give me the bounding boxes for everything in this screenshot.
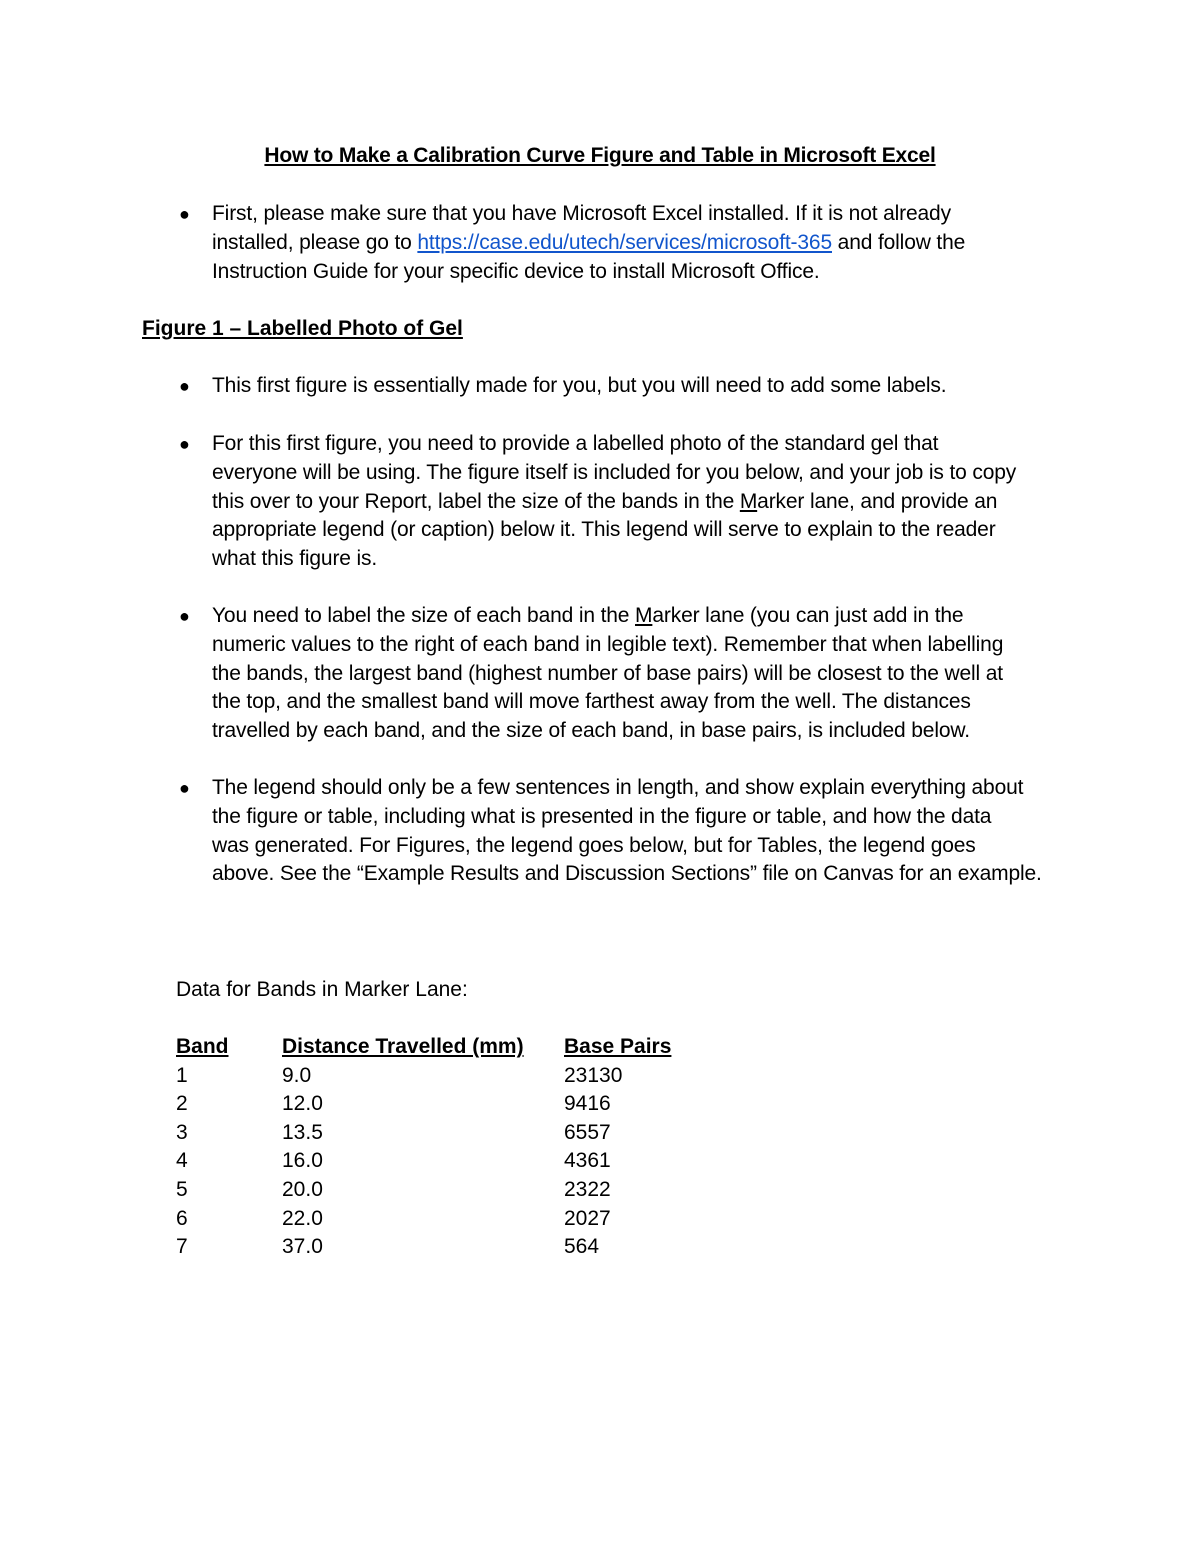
distance-cell: 22.0: [282, 1206, 323, 1230]
bullet-legend: [179, 774, 1092, 889]
base-pairs-cell: 2027: [564, 1206, 611, 1230]
bullet-2-line-3: [212, 488, 1092, 517]
table-header-row: [176, 1033, 684, 1062]
distance-cell: 9.0: [282, 1063, 312, 1087]
figure-1-heading: Figure 1 – Labelled Photo of Gel: [142, 317, 463, 340]
band-cell: 2: [176, 1092, 188, 1116]
bullet-2-line-2: everyone will be using. The figure itself is included for you below, and your job is to copy: [212, 460, 1017, 484]
bullet-3-line-5: travelled by each band, and the size of each band, in base pairs, is included below.: [212, 719, 970, 743]
band-cell: 5: [176, 1177, 188, 1201]
band-cell: 3: [176, 1120, 188, 1144]
table-row: [176, 1147, 684, 1176]
bullet-first-figure: [179, 372, 1092, 401]
intro-line-2: [212, 229, 1092, 258]
bullet-2-line-5: what this figure is.: [212, 547, 378, 571]
bullet-icon: ●: [179, 204, 190, 224]
bullet-3-line-1-text: You need to label the size of each band in the: [212, 604, 636, 627]
table-row: [176, 1090, 684, 1119]
bullet-4-line-1: The legend should only be a few sentences in length, and show explain everything about: [212, 776, 1024, 799]
table-row: [176, 1176, 684, 1205]
bullet-3-line-3: the bands, the largest band (highest number of base pairs) will be closest to the well at: [212, 661, 1003, 685]
table-row: [176, 1233, 684, 1262]
distance-cell: 37.0: [282, 1235, 323, 1259]
base-pairs-cell: 564: [564, 1235, 600, 1259]
band-cell: 4: [176, 1149, 188, 1173]
base-pairs-cell: 9416: [564, 1092, 611, 1116]
band-cell: 7: [176, 1235, 188, 1259]
bullet-3-line-4: the top, and the smallest band will move farthest away from the well. The distances: [212, 690, 971, 714]
header-base-pairs: Base Pairs: [564, 1035, 672, 1058]
bullet-4-line-2: the figure or table, including what is presented in the figure or table, and how the data: [212, 804, 992, 828]
bullet-icon: ●: [179, 606, 190, 626]
bullet-icon: ●: [179, 376, 190, 396]
intro-line-2-tail: and follow the: [832, 230, 966, 254]
band-cell: 1: [176, 1063, 188, 1087]
bullet-icon: ●: [179, 434, 190, 454]
data-heading: Data for Bands in Marker Lane:: [176, 978, 468, 1001]
marker-m-underlined: M: [739, 489, 758, 513]
intro-line-2-text: installed, please go to: [212, 230, 418, 254]
distance-cell: 13.5: [282, 1120, 323, 1144]
bullet-4-line-3: was generated. For Figures, the legend goes below, but for Tables, the legend goes: [212, 833, 976, 857]
header-distance: Distance Travelled (mm): [282, 1035, 524, 1058]
table-row: [176, 1205, 684, 1234]
table-row: [176, 1119, 684, 1148]
bullet-4-line-4: above. See the “Example Results and Discussion Sections” file on Canvas for an example.: [212, 862, 1042, 886]
microsoft-365-link[interactable]: https://case.edu/utech/services/microsoft-365: [417, 230, 832, 254]
bullet-icon: ●: [179, 778, 190, 798]
bullet-2-line-4: appropriate legend (or caption) below it. This legend will serve to explain to the reader: [212, 518, 996, 542]
intro-line-1: First, please make sure that you have Microsoft Excel installed. If it is not already: [212, 202, 951, 225]
bullet-labelled-photo: [179, 430, 1092, 574]
bullet-1-line-1: This first figure is essentially made for you, but you will need to add some labels.: [212, 374, 947, 397]
bullet-3-line-1-tail: arker lane (you can just add in the: [652, 604, 964, 627]
distance-cell: 16.0: [282, 1149, 323, 1173]
bullet-3-line-1: [212, 602, 1092, 631]
bullet-label-bands: [179, 602, 1092, 746]
band-cell: 6: [176, 1206, 188, 1230]
bullet-2-line-1: For this first figure, you need to provide a labelled photo of the standard gel that: [212, 432, 939, 455]
base-pairs-cell: 23130: [564, 1063, 623, 1087]
bullet-2-line-3-tail: arker lane, and provide an: [757, 489, 998, 513]
base-pairs-cell: 4361: [564, 1149, 611, 1173]
bullet-2-line-3-text: this over to your Report, label the size of the bands in the: [212, 489, 740, 513]
header-band: Band: [176, 1035, 229, 1058]
marker-m-underlined: M: [635, 604, 653, 627]
table-row: [176, 1062, 684, 1091]
base-pairs-cell: 6557: [564, 1120, 611, 1144]
intro-bullet: [179, 200, 1092, 286]
marker-bands-table: [176, 1033, 684, 1262]
page-title: How to Make a Calibration Curve Figure and Table in Microsoft Excel: [264, 144, 936, 167]
intro-line-3: Instruction Guide for your specific device to install Microsoft Office.: [212, 259, 820, 283]
distance-cell: 12.0: [282, 1092, 323, 1116]
distance-cell: 20.0: [282, 1177, 323, 1201]
base-pairs-cell: 2322: [564, 1177, 611, 1201]
bullet-3-line-2: numeric values to the right of each band in legible text). Remember that when labelling: [212, 632, 1004, 656]
